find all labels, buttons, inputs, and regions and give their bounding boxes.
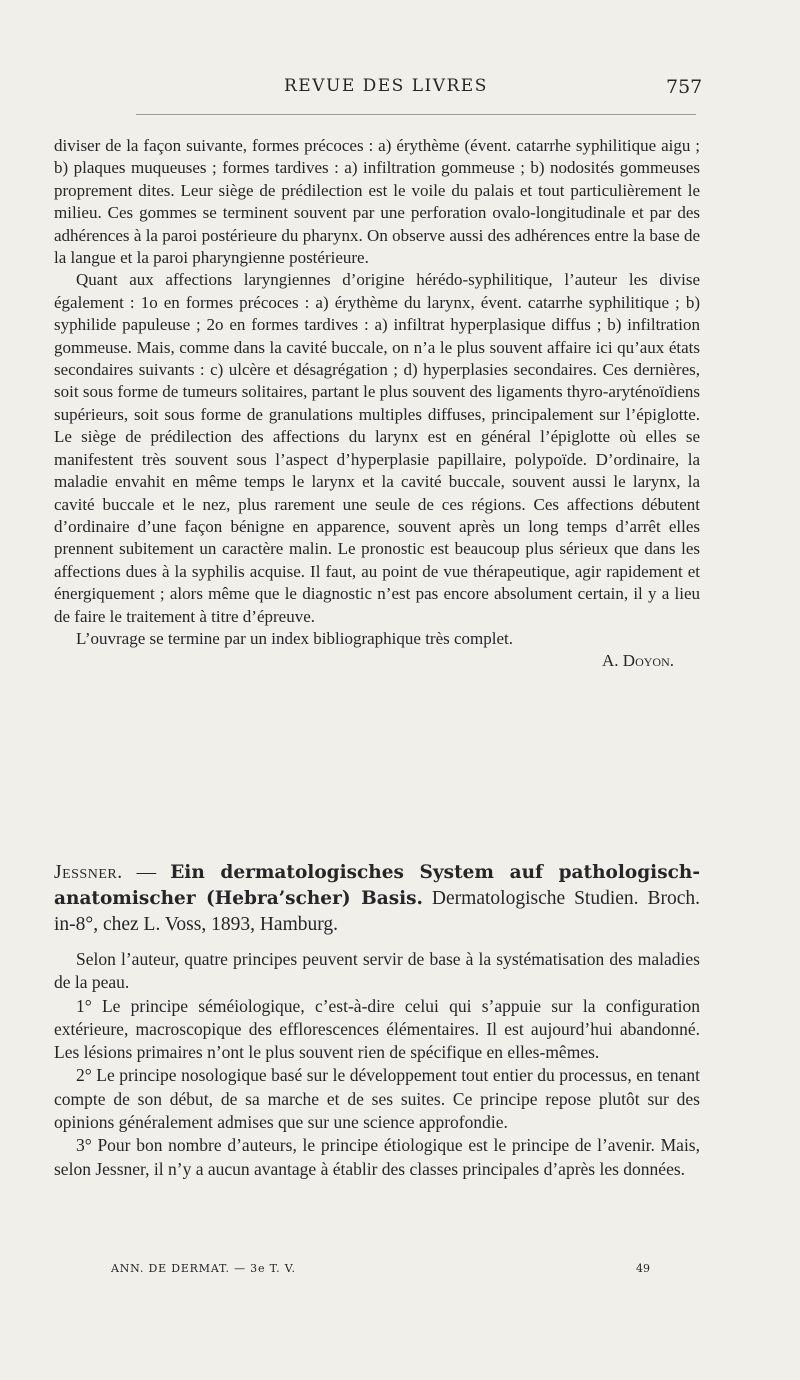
page-number: 757 — [666, 76, 703, 98]
paragraph: 2° Le principe nosologique basé sur le développement tout entier du processus, en tenant compte de son début, de sa marche et de ses suites. Ce principe repose plutôt sur des opinions généralement admises que sur une science approfondie. — [54, 1065, 700, 1133]
book-review — [54, 948, 700, 1181]
paragraph: 3° Pour bon nombre d’auteurs, le principe étiologique est le principe de l’avenir. Mais, selon Jessner, il n’y a aucun avantage à établir des classes principales d’après les données. — [54, 1135, 700, 1179]
signature-mark: 49 — [636, 1262, 650, 1275]
notice-author: Jessner. — [54, 862, 123, 883]
notice-dash: — — [122, 862, 171, 883]
journal-footer: ANN. DE DERMAT. — 3e T. V. — [111, 1262, 296, 1275]
running-title: REVUE DES LIVRES — [284, 76, 488, 96]
paragraph: diviser de la façon suivante, formes précoces : a) érythème (évent. catarrhe syphilitique aigu ; b) plaques muqueuses ; formes tardives : a) infiltration gommeuse ; b) nodosités gommeuses proprement dites. Leur siège de prédilection est le voile du palais et tout particulièrement le milieu. Ces gommes se terminent souvent par une perforation ovalo-longitudinale et par des adhérences à la paroi postérieure du pharynx. On observe aussi des adhérences entre la base de la langue et la paroi pharyngienne postérieure. — [54, 136, 700, 268]
reviewer-signature: A. Doyon. — [602, 651, 674, 671]
page-footer — [0, 1262, 800, 1280]
paragraph: Quant aux affections laryngiennes d’origine hérédo-syphilitique, l’auteur les divise également : 1o en formes précoces : a) érythème du larynx, évent. catarrhe syphilitique ; b) syphilide papuleuse ; 2o en formes tardives : a) infiltrat hyperplasique diffus ; b) infiltration gommeuse. Mais, comme dans la cavité buccale, on n’a le plus souvent affaire ici qu’aux états secondaires suivants : c) ulcère et désagrégation ; d) hyperplasies secondaires. Ces dernières, soit sous forme de tumeurs solitaires, partant le plus souvent des ligaments thyro-aryténoïdiens supérieurs, soit sous forme de granulations multiples diffuses, principalement sur l’épiglotte. Le siège de prédilection des affections du larynx est en général l’épiglotte où elles se manifestent très souvent sous l’aspect d’hyperplasie papillaire, polypoïde. D’ordinaire, la maladie envahit en même temps le larynx et la cavité buccale, souvent aussi le larynx, la cavité buccale et le nez, plus rarement une seule de ces régions. Ces affections débutent d’ordinaire d’une façon bénigne en apparence, souvent après un long temps d’arrêt elles prennent subitement un caractère malin. Le pronostic est beaucoup plus sérieux que dans les affections dues à la syphilis acquise. Il faut, au point de vue thérapeutique, agir rapidement et énergiquement ; alors même que le diagnostic n’est pas encore absolument certain, il y a lieu de faire le traitement à titre d’épreuve. — [54, 270, 700, 626]
notice-publication: Dermatologische Studien. Broch. in-8°, chez L. Voss, 1893, Hamburg. — [54, 888, 700, 935]
paragraph: L’ouvrage se termine par un index bibliographique très complet. — [76, 628, 513, 648]
book-notice-heading — [54, 860, 700, 938]
notice-title: Ein dermatologisches System auf pathologisch-anatomischer (Hebra’scher) Basis. — [54, 862, 700, 909]
paragraph: Selon l’auteur, quatre principes peuvent servir de base à la systématisation des maladies de la peau. — [54, 949, 700, 993]
header-rule — [136, 114, 696, 115]
running-head — [0, 76, 800, 100]
paragraph: 1° Le principe séméiologique, c’est-à-dire celui qui s’appuie sur la configuration extérieure, macroscopique des efflorescences élémentaires. Il est aujourd’hui abandonné. Les lésions primaires n’ont le plus souvent rien de spécifique en elles-mêmes. — [54, 995, 700, 1063]
article-continuation — [54, 135, 700, 673]
